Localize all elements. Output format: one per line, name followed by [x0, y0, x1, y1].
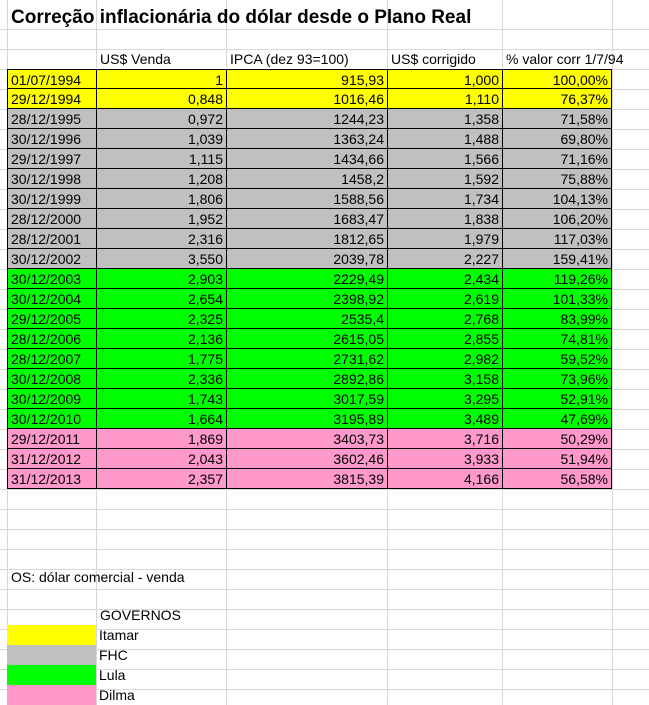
date-cell[interactable]: 30/12/1996: [7, 129, 96, 149]
us-corrigido-cell[interactable]: 2,768: [387, 309, 502, 329]
pct-valor-cell[interactable]: 106,20%: [502, 209, 612, 229]
legend-label[interactable]: FHC: [99, 647, 128, 663]
table-row: [0, 289, 612, 309]
table-row: [0, 269, 612, 289]
date-cell[interactable]: 30/12/2008: [7, 369, 96, 389]
ipca-cell[interactable]: 1016,46: [226, 89, 387, 109]
date-cell[interactable]: 30/12/2003: [7, 269, 96, 289]
ipca-cell[interactable]: 2731,62: [226, 349, 387, 369]
us-corrigido-cell[interactable]: 1,592: [387, 169, 502, 189]
pct-valor-cell[interactable]: 69,80%: [502, 129, 612, 149]
ipca-cell[interactable]: 2229,49: [226, 269, 387, 289]
date-cell[interactable]: 30/12/1999: [7, 189, 96, 209]
legend-swatch[interactable]: [7, 665, 96, 685]
date-cell[interactable]: 31/12/2013: [7, 469, 96, 489]
grid-row-line: [0, 529, 649, 530]
date-cell[interactable]: 30/12/2009: [7, 389, 96, 409]
pct-valor-cell[interactable]: 159,41%: [502, 249, 612, 269]
pct-valor-cell[interactable]: 73,96%: [502, 369, 612, 389]
table-row: [0, 189, 612, 209]
header-ipca[interactable]: IPCA (dez 93=100): [230, 51, 349, 67]
table-row: [0, 389, 612, 409]
grid-row-line: [0, 489, 649, 490]
pct-valor-cell[interactable]: 74,81%: [502, 329, 612, 349]
us-venda-cell[interactable]: 2,654: [96, 289, 226, 309]
us-venda-cell[interactable]: 2,903: [96, 269, 226, 289]
date-cell[interactable]: 30/12/2010: [7, 409, 96, 429]
ipca-cell[interactable]: 2398,92: [226, 289, 387, 309]
date-cell[interactable]: 28/12/2001: [7, 229, 96, 249]
pct-valor-cell[interactable]: 56,58%: [502, 469, 612, 489]
us-corrigido-cell[interactable]: 3,295: [387, 389, 502, 409]
date-cell[interactable]: 28/12/2006: [7, 329, 96, 349]
pct-valor-cell[interactable]: 52,91%: [502, 389, 612, 409]
us-corrigido-cell[interactable]: 2,227: [387, 249, 502, 269]
table-row: [0, 229, 612, 249]
date-cell[interactable]: 30/12/1998: [7, 169, 96, 189]
pct-valor-cell[interactable]: 71,16%: [502, 149, 612, 169]
table-row: [0, 89, 612, 109]
grid-column-line: [612, 0, 613, 705]
legend-label[interactable]: Lula: [99, 667, 126, 683]
ipca-cell[interactable]: 1363,24: [226, 129, 387, 149]
us-venda-cell[interactable]: 1,664: [96, 409, 226, 429]
pct-valor-cell[interactable]: 50,29%: [502, 429, 612, 449]
table-row: [0, 69, 612, 89]
ipca-cell[interactable]: 3017,59: [226, 389, 387, 409]
pct-valor-cell[interactable]: 47,69%: [502, 409, 612, 429]
pct-valor-cell[interactable]: 51,94%: [502, 449, 612, 469]
us-venda-cell[interactable]: 1,208: [96, 169, 226, 189]
us-venda-cell[interactable]: 1,743: [96, 389, 226, 409]
grid-row-line: [0, 509, 649, 510]
note-cell[interactable]: OS: dólar comercial - venda: [11, 569, 185, 585]
header-us-corrigido[interactable]: US$ corrigido: [391, 51, 476, 67]
date-cell[interactable]: 29/12/1997: [7, 149, 96, 169]
pct-valor-cell[interactable]: 100,00%: [502, 69, 612, 89]
us-corrigido-cell[interactable]: 1,488: [387, 129, 502, 149]
ipca-cell[interactable]: 2615,05: [226, 329, 387, 349]
table-row: [0, 349, 612, 369]
sheet-title[interactable]: Correção inflacionária do dólar desde o Plano Real: [11, 7, 472, 28]
us-corrigido-cell[interactable]: 3,158: [387, 369, 502, 389]
date-cell[interactable]: 30/12/2004: [7, 289, 96, 309]
table-row: [0, 369, 612, 389]
table-row: [0, 209, 612, 229]
us-venda-cell[interactable]: 2,325: [96, 309, 226, 329]
date-cell[interactable]: 31/12/2012: [7, 449, 96, 469]
legend-swatch[interactable]: [7, 685, 96, 705]
us-corrigido-cell[interactable]: 1,566: [387, 149, 502, 169]
pct-valor-cell[interactable]: 83,99%: [502, 309, 612, 329]
date-cell[interactable]: 29/12/1994: [7, 89, 96, 109]
date-cell[interactable]: 28/12/2007: [7, 349, 96, 369]
us-venda-cell[interactable]: 2,336: [96, 369, 226, 389]
pct-valor-cell[interactable]: 71,58%: [502, 109, 612, 129]
pct-valor-cell[interactable]: 101,33%: [502, 289, 612, 309]
us-venda-cell[interactable]: 1: [96, 69, 226, 89]
us-corrigido-cell[interactable]: 2,982: [387, 349, 502, 369]
grid-row-line: [0, 669, 649, 670]
pct-valor-cell[interactable]: 117,03%: [502, 229, 612, 249]
ipca-cell[interactable]: 915,93: [226, 69, 387, 89]
us-venda-cell[interactable]: 1,115: [96, 149, 226, 169]
pct-valor-cell[interactable]: 75,88%: [502, 169, 612, 189]
ipca-cell[interactable]: 1588,56: [226, 189, 387, 209]
ipca-cell[interactable]: 2535,4: [226, 309, 387, 329]
ipca-cell[interactable]: 1458,2: [226, 169, 387, 189]
us-venda-cell[interactable]: 2,357: [96, 469, 226, 489]
ipca-cell[interactable]: 3403,73: [226, 429, 387, 449]
us-corrigido-cell[interactable]: 1,110: [387, 89, 502, 109]
us-venda-cell[interactable]: 2,043: [96, 449, 226, 469]
grid-row-line: [0, 629, 649, 630]
table-row: [0, 429, 612, 449]
us-venda-cell[interactable]: 1,806: [96, 189, 226, 209]
us-corrigido-cell[interactable]: 3,489: [387, 409, 502, 429]
us-venda-cell[interactable]: 0,972: [96, 109, 226, 129]
us-corrigido-cell[interactable]: 1,358: [387, 109, 502, 129]
pct-valor-cell[interactable]: 104,13%: [502, 189, 612, 209]
ipca-cell[interactable]: 1812,65: [226, 229, 387, 249]
header-pct-valor[interactable]: % valor corr 1/7/94: [506, 51, 624, 67]
grid-row-line: [0, 649, 649, 650]
ipca-cell[interactable]: 3195,89: [226, 409, 387, 429]
us-corrigido-cell[interactable]: 1,000: [387, 69, 502, 89]
ipca-cell[interactable]: 3602,46: [226, 449, 387, 469]
table-row: [0, 169, 612, 189]
pct-valor-cell[interactable]: 119,26%: [502, 269, 612, 289]
legend-swatch[interactable]: [7, 625, 96, 645]
ipca-cell[interactable]: 3815,39: [226, 469, 387, 489]
pct-valor-cell[interactable]: 76,37%: [502, 89, 612, 109]
ipca-cell[interactable]: 1244,23: [226, 109, 387, 129]
date-cell[interactable]: 29/12/2011: [7, 429, 96, 449]
ipca-cell[interactable]: 1683,47: [226, 209, 387, 229]
table-row: [0, 249, 612, 269]
ipca-cell[interactable]: 2039,78: [226, 249, 387, 269]
grid-row-line: [0, 549, 649, 550]
us-corrigido-cell[interactable]: 2,434: [387, 269, 502, 289]
legend-swatch[interactable]: [7, 645, 96, 665]
grid-row-line: [0, 589, 649, 590]
us-venda-cell[interactable]: 1,775: [96, 349, 226, 369]
date-cell[interactable]: 28/12/1995: [7, 109, 96, 129]
us-corrigido-cell[interactable]: 1,734: [387, 189, 502, 209]
table-row: [0, 409, 612, 429]
us-venda-cell[interactable]: 1,039: [96, 129, 226, 149]
us-venda-cell[interactable]: 1,869: [96, 429, 226, 449]
us-corrigido-cell[interactable]: 2,619: [387, 289, 502, 309]
date-cell[interactable]: 01/07/1994: [7, 69, 96, 89]
us-corrigido-cell[interactable]: 2,855: [387, 329, 502, 349]
us-corrigido-cell[interactable]: 3,933: [387, 449, 502, 469]
legend-label[interactable]: Itamar: [99, 627, 139, 643]
ipca-cell[interactable]: 2892,86: [226, 369, 387, 389]
us-corrigido-cell[interactable]: 1,979: [387, 229, 502, 249]
table-row: [0, 469, 612, 489]
us-corrigido-cell[interactable]: 1,838: [387, 209, 502, 229]
table-row: [0, 129, 612, 149]
us-venda-cell[interactable]: 0,848: [96, 89, 226, 109]
grid-row-line: [0, 609, 649, 610]
us-corrigido-cell[interactable]: 3,716: [387, 429, 502, 449]
date-cell[interactable]: 30/12/2002: [7, 249, 96, 269]
table-row: [0, 329, 612, 349]
us-venda-cell[interactable]: 3,550: [96, 249, 226, 269]
pct-valor-cell[interactable]: 59,52%: [502, 349, 612, 369]
ipca-cell[interactable]: 1434,66: [226, 149, 387, 169]
date-cell[interactable]: 28/12/2000: [7, 209, 96, 229]
us-venda-cell[interactable]: 2,316: [96, 229, 226, 249]
legend-title[interactable]: GOVERNOS: [100, 607, 181, 623]
table-row: [0, 309, 612, 329]
table-row: [0, 449, 612, 469]
grid-row-line: [0, 689, 649, 690]
table-row: [0, 109, 612, 129]
us-corrigido-cell[interactable]: 4,166: [387, 469, 502, 489]
table-row: [0, 149, 612, 169]
us-venda-cell[interactable]: 1,952: [96, 209, 226, 229]
date-cell[interactable]: 29/12/2005: [7, 309, 96, 329]
legend-label[interactable]: Dilma: [99, 687, 135, 703]
header-us-venda[interactable]: US$ Venda: [100, 51, 171, 67]
us-venda-cell[interactable]: 2,136: [96, 329, 226, 349]
